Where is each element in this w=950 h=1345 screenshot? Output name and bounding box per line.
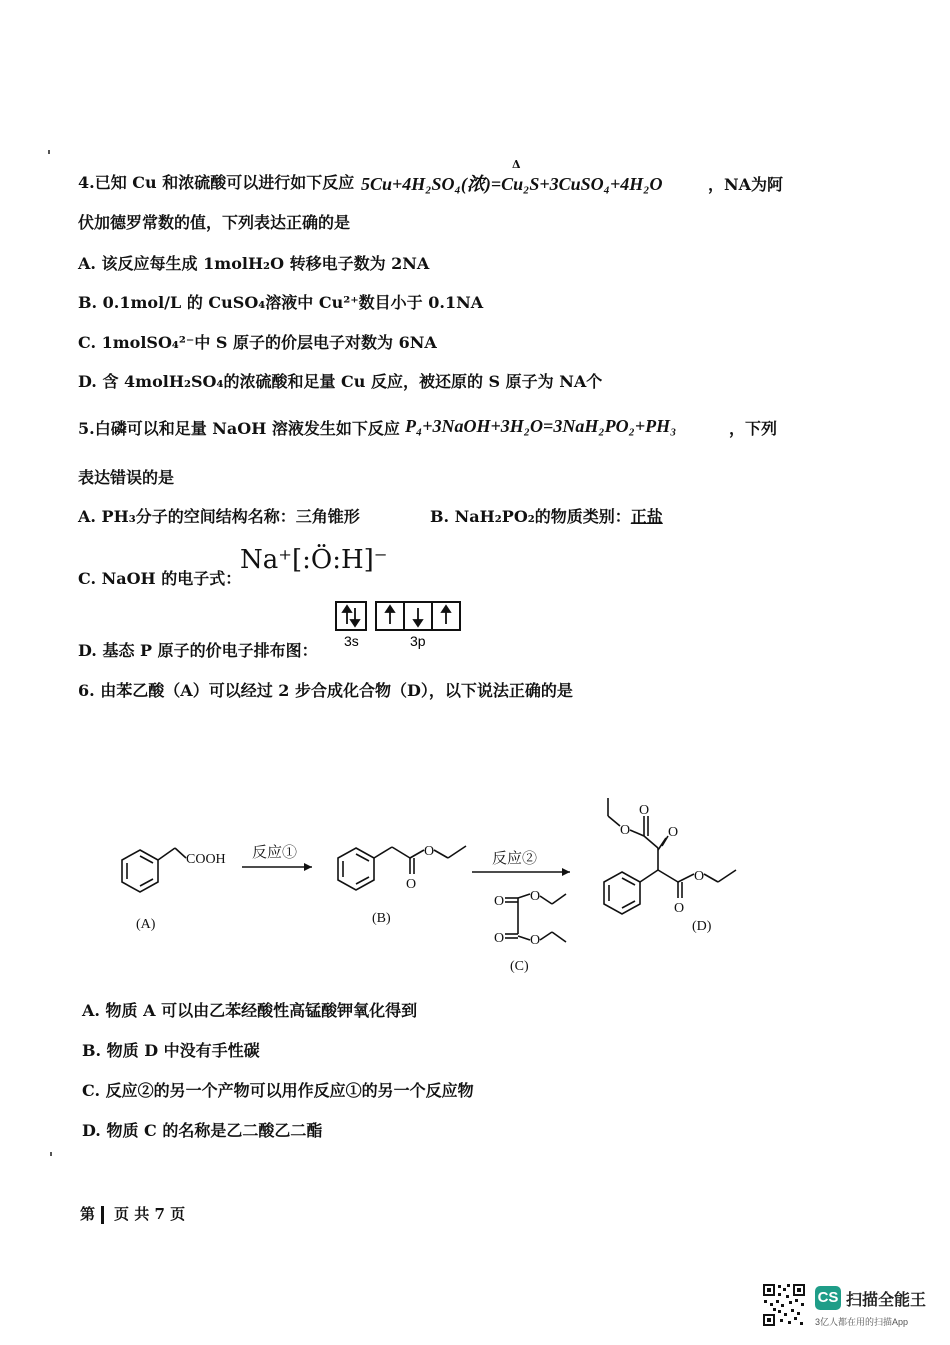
scan-speck — [50, 1152, 52, 1156]
reaction-scheme — [100, 790, 760, 980]
label-reaction-2: 反应② — [492, 851, 538, 867]
q4-suffix: ，NA为阿 — [708, 175, 784, 194]
q6-option-a: A. 物质 A 可以由乙苯经酸性高锰酸钾氧化得到 — [82, 1001, 418, 1020]
page-separator — [101, 1206, 104, 1224]
label-cooh: COOH — [186, 852, 226, 867]
q6-option-b: B. 物质 D 中没有手性碳 — [82, 1041, 260, 1060]
q4-line1 — [78, 172, 354, 194]
qr-code-icon — [762, 1283, 806, 1327]
camscanner-logo: CS — [815, 1286, 841, 1310]
page-suffix: 页 共 7 页 — [114, 1205, 186, 1223]
orbital-diagram — [334, 600, 464, 652]
watermark-tagline: 3亿人都在用的扫描App — [815, 1317, 909, 1327]
naoh-electron-formula: Na⁺[:Ö:H]⁻ — [240, 545, 388, 575]
q5-option-d: D. 基态 P 原子的价电子排布图： — [78, 641, 318, 660]
scan-speck — [48, 150, 50, 154]
label-c-o4: O — [530, 933, 541, 948]
q4-option-c: C. 1molSO₄²⁻中 S 原子的价层电子对数为 6NA — [78, 333, 437, 352]
page-number — [80, 1203, 185, 1224]
q4-equation: 5Cu+4H₂SO₄(浓)=Cu₂S+3CuSO₄+4H₂O — [361, 174, 663, 194]
label-c-o1: O — [494, 894, 505, 909]
label-d-o5: O — [674, 901, 685, 916]
label-b: (B) — [372, 911, 391, 926]
heat-symbol: Δ — [512, 158, 521, 171]
q5-line2: 表达错误的是 — [78, 468, 175, 487]
orbital-3s-label: 3s — [344, 633, 359, 649]
label-a: (A) — [136, 917, 156, 932]
watermark-brand: 扫描全能王 — [846, 1292, 927, 1309]
q6-option-c: C. 反应②的另一个产物可以用作反应①的另一个反应物 — [82, 1081, 474, 1100]
q5-option-b-text: B. NaH₂PO₂的物质类别： — [430, 507, 631, 526]
q4-option-b: B. 0.1mol/L 的 CuSO₄溶液中 Cu²⁺数目小于 0.1NA — [78, 293, 484, 312]
label-b-ether-o: O — [424, 844, 435, 859]
q4-option-a: A. 该反应每生成 1molH₂O 转移电子数为 2NA — [78, 254, 430, 273]
q5-line1: 5.白磷可以和足量 NaOH 溶液发生如下反应 — [78, 419, 400, 438]
label-d-o4: O — [694, 869, 705, 884]
q5-option-b-answer: 正盐 — [630, 507, 663, 526]
label-c-o2: O — [530, 889, 541, 904]
label-d-o2: O — [620, 823, 631, 838]
q5-option-a: A. PH₃分子的空间结构名称：三角锥形 — [78, 507, 360, 526]
q5-option-c: C. NaOH 的电子式： — [78, 569, 242, 588]
orbital-3p-label: 3p — [410, 633, 426, 649]
q5-option-b — [430, 506, 663, 528]
q4-prefix: 4.已知 Cu 和浓硫酸可以进行如下反应 — [78, 173, 355, 192]
q5-suffix: ，下列 — [729, 419, 778, 438]
page-prefix: 第 — [80, 1205, 96, 1223]
q4-option-d: D. 含 4molH₂SO₄的浓硫酸和足量 Cu 反应，被还原的 S 原子为 NA个 — [78, 372, 603, 391]
label-reaction-1: 反应① — [252, 845, 298, 861]
label-c-o3: O — [494, 931, 505, 946]
label-b-carbonyl-o: O — [406, 877, 417, 892]
q6-stem: 6. 由苯乙酸（A）可以经过 2 步合成化合物（D），以下说法正确的是 — [78, 681, 573, 700]
label-d-o3: O — [668, 825, 679, 840]
q5-equation: P₄+3NaOH+3H₂O=3NaH₂PO₂+PH₃ — [405, 416, 677, 436]
label-d-o1: O — [639, 803, 650, 818]
q4-line2: 伏加德罗常数的值，下列表达正确的是 — [78, 213, 351, 232]
label-c: (C) — [510, 959, 529, 974]
q6-option-d: D. 物质 C 的名称是乙二酸乙二酯 — [82, 1121, 323, 1140]
label-d: (D) — [692, 919, 712, 934]
